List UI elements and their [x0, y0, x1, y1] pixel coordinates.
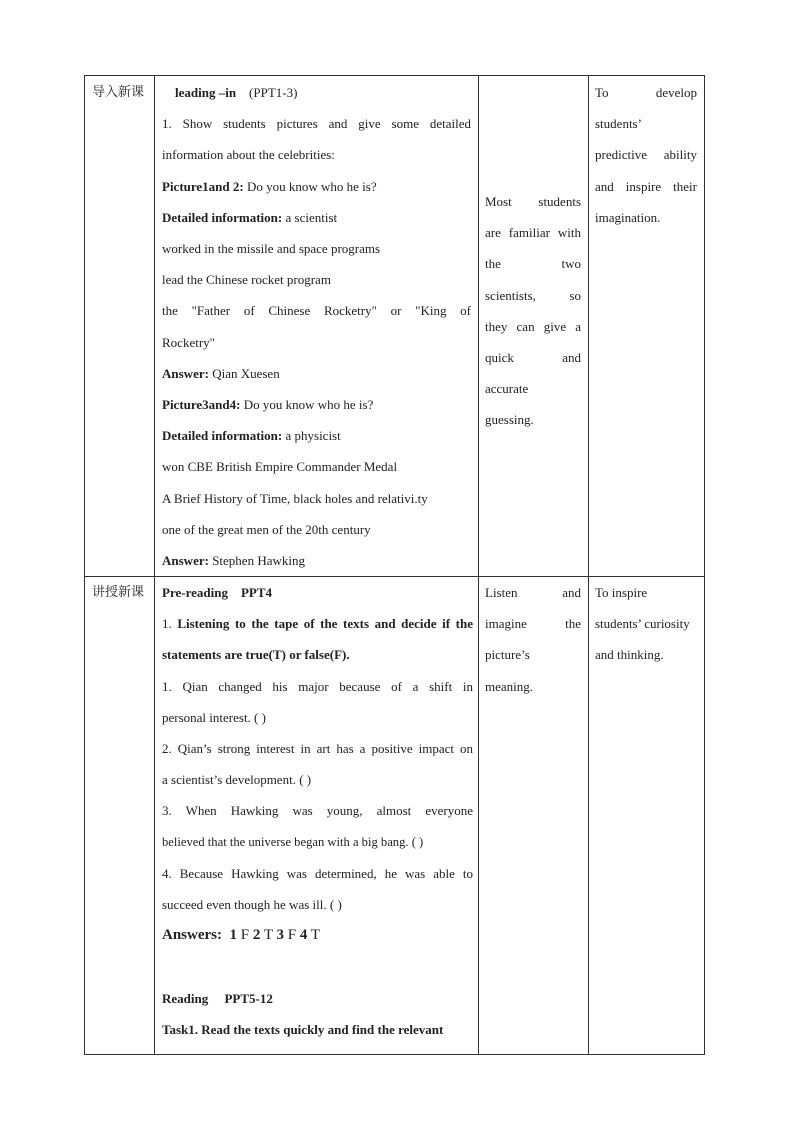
- picture-question: [162, 171, 471, 202]
- student-line: guessing.: [485, 412, 534, 428]
- student-line: Listen and: [485, 585, 581, 600]
- column-divider: [478, 76, 479, 1054]
- picture-label: Picture3and4:: [162, 397, 241, 413]
- activity-cell-prereading: [162, 577, 473, 1045]
- student-line: picture’s: [485, 647, 530, 663]
- statement-line: a scientist’s development. ( ): [162, 772, 312, 788]
- purpose-line: predictive ability: [595, 147, 697, 163]
- answer-label: Answer:: [162, 553, 209, 569]
- text-line: the "Father of Chinese Rocketry" or "King of: [162, 303, 471, 319]
- purpose-line: imagination.: [595, 209, 661, 225]
- purpose-line: students’ curiosity: [595, 616, 690, 632]
- statement-line: succeed even though he was ill. ( ): [162, 897, 342, 913]
- answers-line: [162, 920, 473, 951]
- column-divider: [588, 76, 589, 1054]
- text-line: lead the Chinese rocket program: [162, 272, 331, 288]
- text-line: won CBE British Empire Commander Medal: [162, 459, 398, 475]
- task-text: Task1. Read the texts quickly and find the relevant: [162, 1021, 444, 1037]
- activity-cell-leadin: [162, 77, 471, 576]
- lesson-plan-table: [84, 75, 705, 1055]
- student-line: quick and: [485, 350, 581, 366]
- purpose-line: students’: [595, 116, 642, 132]
- section-title-bold: leading –in: [175, 85, 237, 100]
- student-line: the two: [485, 256, 581, 272]
- section-title: [162, 77, 471, 108]
- text-line: Rocketry": [162, 334, 215, 350]
- task-instruction: [162, 608, 473, 639]
- answer-line: [162, 358, 471, 389]
- detail-label: Detailed information:: [162, 428, 283, 444]
- detail-value: a physicist: [282, 428, 341, 444]
- text-line: one of the great men of the 20th century: [162, 521, 371, 537]
- picture-label: Picture1and 2:: [162, 178, 244, 194]
- purpose-line: and thinking.: [595, 647, 664, 663]
- purpose-cell-leadin: [595, 77, 697, 233]
- picture-question: [162, 389, 471, 420]
- answers-label: Answers:: [162, 927, 222, 944]
- stage-cell-teaching: [92, 577, 152, 608]
- purpose-line: and inspire their: [595, 178, 697, 194]
- statement-line: believed that the universe began with a big bang. ( ): [162, 834, 424, 849]
- text-line: 1. Show students pictures and give some detailed: [162, 116, 471, 132]
- student-line: are familiar with: [485, 225, 581, 241]
- purpose-line: To develop: [595, 85, 697, 100]
- answer-line: [162, 545, 471, 576]
- answer-label: Answer:: [162, 365, 209, 381]
- stage-cell-intro: [92, 77, 152, 108]
- task-text: Listening to the tape of the texts and decide if the: [177, 616, 473, 632]
- stage-label: 讲授新课: [92, 585, 145, 600]
- student-line: accurate: [485, 381, 529, 397]
- student-cell-prereading: [485, 577, 581, 702]
- student-cell-leadin: [485, 186, 581, 436]
- detail-value: a scientist: [282, 209, 338, 225]
- question-text: Do you know who he is?: [243, 178, 377, 194]
- section-title: [162, 577, 473, 608]
- answer-number: 2: [252, 927, 261, 944]
- section-title: [162, 983, 473, 1014]
- text-line: information about the celebrities:: [162, 147, 335, 163]
- student-line: meaning.: [485, 678, 534, 694]
- statement-line: 2. Qian’s strong interest in art has a positive impact on: [162, 741, 473, 757]
- answer-number: 1: [229, 927, 237, 944]
- stage-label: 导入新课: [92, 85, 145, 100]
- student-line: they can give a: [485, 318, 581, 334]
- text-line: worked in the missile and space programs: [162, 241, 381, 257]
- answer-number: 4: [299, 927, 308, 944]
- blank-line: [162, 951, 473, 982]
- statement-line: 4. Because Hawking was determined, he was able to: [162, 865, 473, 881]
- statement-line: 3. When Hawking was young, almost everyone: [162, 803, 473, 819]
- student-line: imagine the: [485, 616, 581, 632]
- detail-line: [162, 420, 471, 451]
- answer-value: T: [263, 927, 273, 944]
- question-text: Do you know who he is?: [240, 397, 374, 413]
- statement-line: 1. Qian changed his major because of a shift in: [162, 678, 473, 694]
- column-divider: [154, 76, 155, 1054]
- purpose-line: To inspire: [595, 585, 648, 600]
- task-instruction: [162, 639, 473, 670]
- student-line: Most students: [485, 194, 581, 209]
- answer-value: Qian Xuesen: [208, 365, 280, 381]
- reading-title: Reading PPT5-12: [162, 990, 273, 1006]
- answer-number: 3: [276, 927, 284, 944]
- detail-label: Detailed information:: [162, 209, 283, 225]
- section-title-bold: Pre-reading: [162, 585, 228, 600]
- statement-line: personal interest. ( ): [162, 709, 266, 725]
- answer-value: F: [240, 927, 250, 944]
- purpose-cell-prereading: [595, 577, 701, 671]
- section-title-ref: PPT4: [240, 585, 273, 600]
- task-text: statements are true(T) or false(F).: [162, 647, 350, 663]
- section-title-ref: (PPT1-3): [249, 85, 298, 100]
- task-instruction: [162, 1014, 473, 1045]
- answer-value: T: [310, 927, 320, 944]
- text-line: A Brief History of Time, black holes and relativi.ty: [162, 490, 428, 506]
- answer-value: F: [287, 927, 297, 944]
- answer-value: Stephen Hawking: [208, 553, 305, 569]
- detail-line: [162, 202, 471, 233]
- student-line: scientists, so: [485, 287, 581, 303]
- task-number: 1.: [162, 616, 178, 632]
